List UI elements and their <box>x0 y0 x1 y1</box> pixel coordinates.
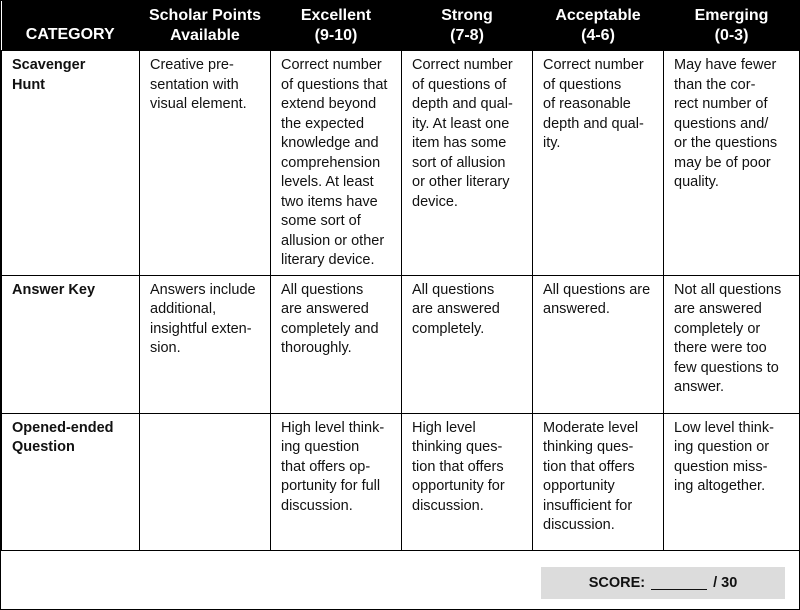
table-row <box>2 51 800 276</box>
excellent-cell: All questions are answered completely and thoroughly. <box>271 275 402 413</box>
score-label: SCORE: <box>588 575 646 591</box>
emerging-cell: Low level think- ing question or question miss- ing altogether. <box>664 413 800 550</box>
excellent-cell: High level think- ing question that offers op- portunity for full discussion. <box>271 413 402 550</box>
scholar-points-cell: Creative pre- sentation with visual element. <box>140 51 271 276</box>
column-header-strong: Strong (7-8) <box>402 1 533 51</box>
acceptable-cell: Moderate level thinking ques- tion that offers opportunity insufficient for discussion. <box>533 413 664 550</box>
emerging-cell: Not all questions are answered completely or there were too few questions to answer. <box>664 275 800 413</box>
header-row <box>2 1 800 51</box>
strong-cell: All questions are answered completely. <box>402 275 533 413</box>
rubric-table <box>1 1 800 551</box>
scholar-points-cell <box>140 413 271 550</box>
strong-cell: Correct number of questions of depth and qual- ity. At least one item has some sort of allusion or other literary device. <box>402 51 533 276</box>
score-box <box>541 567 785 599</box>
category-cell: Opened-ended Question <box>2 413 140 550</box>
emerging-cell: May have fewer than the cor- rect number of questions and/ or the questions may be of poor quality. <box>664 51 800 276</box>
score-blank-field[interactable] <box>651 576 707 590</box>
column-header-emerging: Emerging (0-3) <box>664 1 800 51</box>
excellent-cell: Correct number of questions that extend beyond the expected knowledge and comprehension levels. At least two items have some sort of allusion or other literary device. <box>271 51 402 276</box>
acceptable-cell: All questions are answered. <box>533 275 664 413</box>
acceptable-cell: Correct number of questions of reasonable depth and qual- ity. <box>533 51 664 276</box>
category-cell: Scavenger Hunt <box>2 51 140 276</box>
column-header-excellent: Excellent (9-10) <box>271 1 402 51</box>
table-row <box>2 275 800 413</box>
column-header-acceptable: Acceptable (4-6) <box>533 1 664 51</box>
column-header-category: CATEGORY <box>2 1 140 51</box>
column-header-scholar-points: Scholar Points Available <box>140 1 271 51</box>
scholar-points-cell: Answers include additional, insightful exten- sion. <box>140 275 271 413</box>
strong-cell: High level thinking ques- tion that offers opportunity for discussion. <box>402 413 533 550</box>
table-row <box>2 413 800 550</box>
score-total: / 30 <box>713 575 738 591</box>
category-cell: Answer Key <box>2 275 140 413</box>
